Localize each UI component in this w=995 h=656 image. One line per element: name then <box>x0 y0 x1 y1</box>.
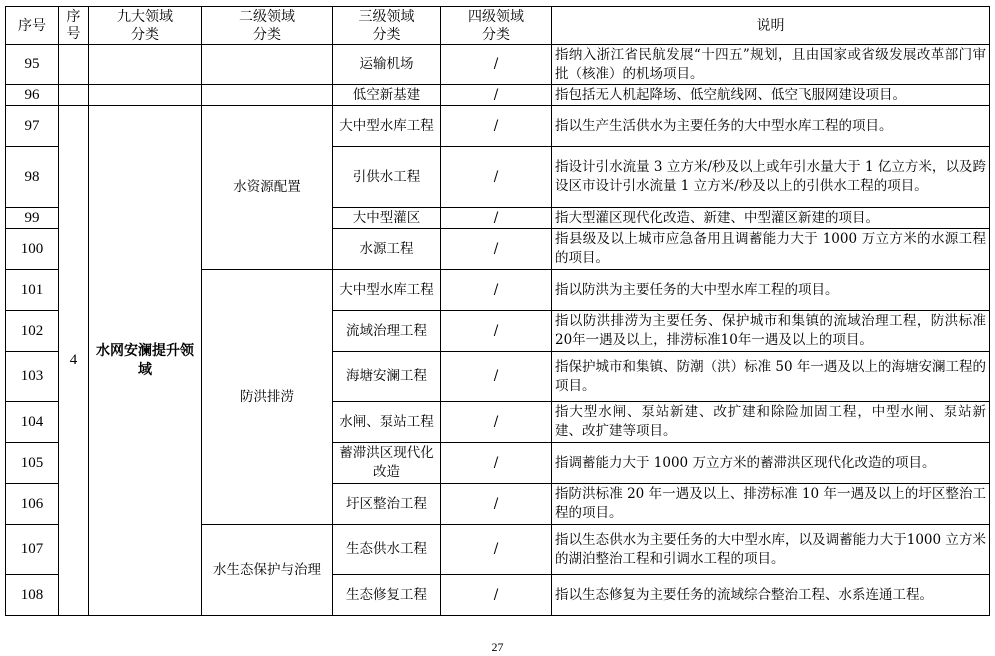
row-seq2-empty <box>59 85 89 106</box>
row-description: 指以防洪排涝为主要任务、保护城市和集镇的流域治理工程，防洪标准20年一遇及以上，排涝标准10年一遇及以上的项目。 <box>552 311 990 352</box>
header-level1: 九大领域分类 <box>89 7 202 45</box>
row-seq: 108 <box>6 575 59 616</box>
row-description: 指大型灌区现代化改造、新建、中型灌区新建的项目。 <box>552 208 990 229</box>
row-level4: / <box>441 208 552 229</box>
row-description: 指以防洪为主要任务的大中型水库工程的项目。 <box>552 270 990 311</box>
row-description: 指设计引水流量 3 立方米/秒及以上或年引水量大于 1 亿立方米，以及跨设区市设计引水流量 1 立方米/秒及以上的引供水工程的项目。 <box>552 147 990 208</box>
row-description: 指纳入浙江省民航发展“十四五”规划，且由国家或省级发展改革部门审批（核准）的机场项目。 <box>552 45 990 85</box>
row-seq: 99 <box>6 208 59 229</box>
level2-ecology: 水生态保护与治理 <box>202 525 333 616</box>
row-description: 指以生态供水为主要任务的大中型水库，以及调蓄能力大于1000 立方米的湖泊整治工程和引调水工程的项目。 <box>552 525 990 575</box>
table-header-row <box>6 7 990 45</box>
header-level3: 三级领域分类 <box>333 7 441 45</box>
row-seq: 103 <box>6 352 59 402</box>
row-seq: 106 <box>6 484 59 525</box>
row-seq: 96 <box>6 85 59 106</box>
level2-flood-control: 防洪排涝 <box>202 270 333 525</box>
row-level4: / <box>441 45 552 85</box>
row-level2-empty <box>202 85 333 106</box>
row-level4: / <box>441 311 552 352</box>
row-level4: / <box>441 443 552 484</box>
table-row <box>6 45 990 85</box>
row-level4: / <box>441 575 552 616</box>
table-row <box>6 106 990 147</box>
row-description: 指保护城市和集镇、防潮（洪）标准 50 年一遇及以上的海塘安澜工程的项目。 <box>552 352 990 402</box>
row-level3: 流域治理工程 <box>333 311 441 352</box>
classification-table <box>5 6 990 616</box>
header-seq: 序号 <box>6 7 59 45</box>
level2-water-resources: 水资源配置 <box>202 106 333 270</box>
row-level4: / <box>441 402 552 443</box>
row-seq: 97 <box>6 106 59 147</box>
row-level1-empty <box>89 85 202 106</box>
row-level3: 水源工程 <box>333 229 441 270</box>
header-seq2: 序号 <box>59 7 89 45</box>
row-seq: 104 <box>6 402 59 443</box>
row-seq: 102 <box>6 311 59 352</box>
row-seq: 107 <box>6 525 59 575</box>
row-seq: 95 <box>6 45 59 85</box>
row-level4: / <box>441 147 552 208</box>
row-level3: 圩区整治工程 <box>333 484 441 525</box>
table-row <box>6 85 990 106</box>
row-level4: / <box>441 85 552 106</box>
row-level3: 水闸、泵站工程 <box>333 402 441 443</box>
row-description: 指以生态修复为主要任务的流域综合整治工程、水系连通工程。 <box>552 575 990 616</box>
row-level4: / <box>441 352 552 402</box>
row-description: 指防洪标准 20 年一遇及以上、排涝标准 10 年一遇及以上的圩区整治工程的项目。 <box>552 484 990 525</box>
row-level3: 生态修复工程 <box>333 575 441 616</box>
row-description: 指县级及以上城市应急备用且调蓄能力大于 1000 万立方米的水源工程的项目。 <box>552 229 990 270</box>
row-level3: 低空新基建 <box>333 85 441 106</box>
row-level4: / <box>441 229 552 270</box>
row-level3: 运输机场 <box>333 45 441 85</box>
row-description: 指调蓄能力大于 1000 万立方米的蓄滞洪区现代化改造的项目。 <box>552 443 990 484</box>
row-level3: 大中型水库工程 <box>333 270 441 311</box>
row-seq2-empty <box>59 45 89 85</box>
header-description: 说明 <box>552 7 990 45</box>
row-level1-empty <box>89 45 202 85</box>
page-number: 27 <box>491 640 504 654</box>
row-seq: 100 <box>6 229 59 270</box>
header-level4: 四级领域分类 <box>441 7 552 45</box>
row-level3: 大中型水库工程 <box>333 106 441 147</box>
header-level2: 二级领域分类 <box>202 7 333 45</box>
group-name: 水网安澜提升领域 <box>89 106 202 616</box>
group-number: 4 <box>59 106 89 616</box>
row-description: 指以生产生活供水为主要任务的大中型水库工程的项目。 <box>552 106 990 147</box>
row-level3: 生态供水工程 <box>333 525 441 575</box>
row-seq: 98 <box>6 147 59 208</box>
row-level4: / <box>441 525 552 575</box>
row-level3: 大中型灌区 <box>333 208 441 229</box>
row-seq: 105 <box>6 443 59 484</box>
row-level2-empty <box>202 45 333 85</box>
row-description: 指包括无人机起降场、低空航线网、低空飞服网建设项目。 <box>552 85 990 106</box>
row-description: 指大型水闸、泵站新建、改扩建和除险加固工程，中型水闸、泵站新建、改扩建等项目。 <box>552 402 990 443</box>
row-level4: / <box>441 270 552 311</box>
row-level4: / <box>441 106 552 147</box>
row-level3: 蓄滞洪区现代化改造 <box>333 443 441 484</box>
row-level3: 引供水工程 <box>333 147 441 208</box>
row-level3: 海塘安澜工程 <box>333 352 441 402</box>
row-seq: 101 <box>6 270 59 311</box>
row-level4: / <box>441 484 552 525</box>
